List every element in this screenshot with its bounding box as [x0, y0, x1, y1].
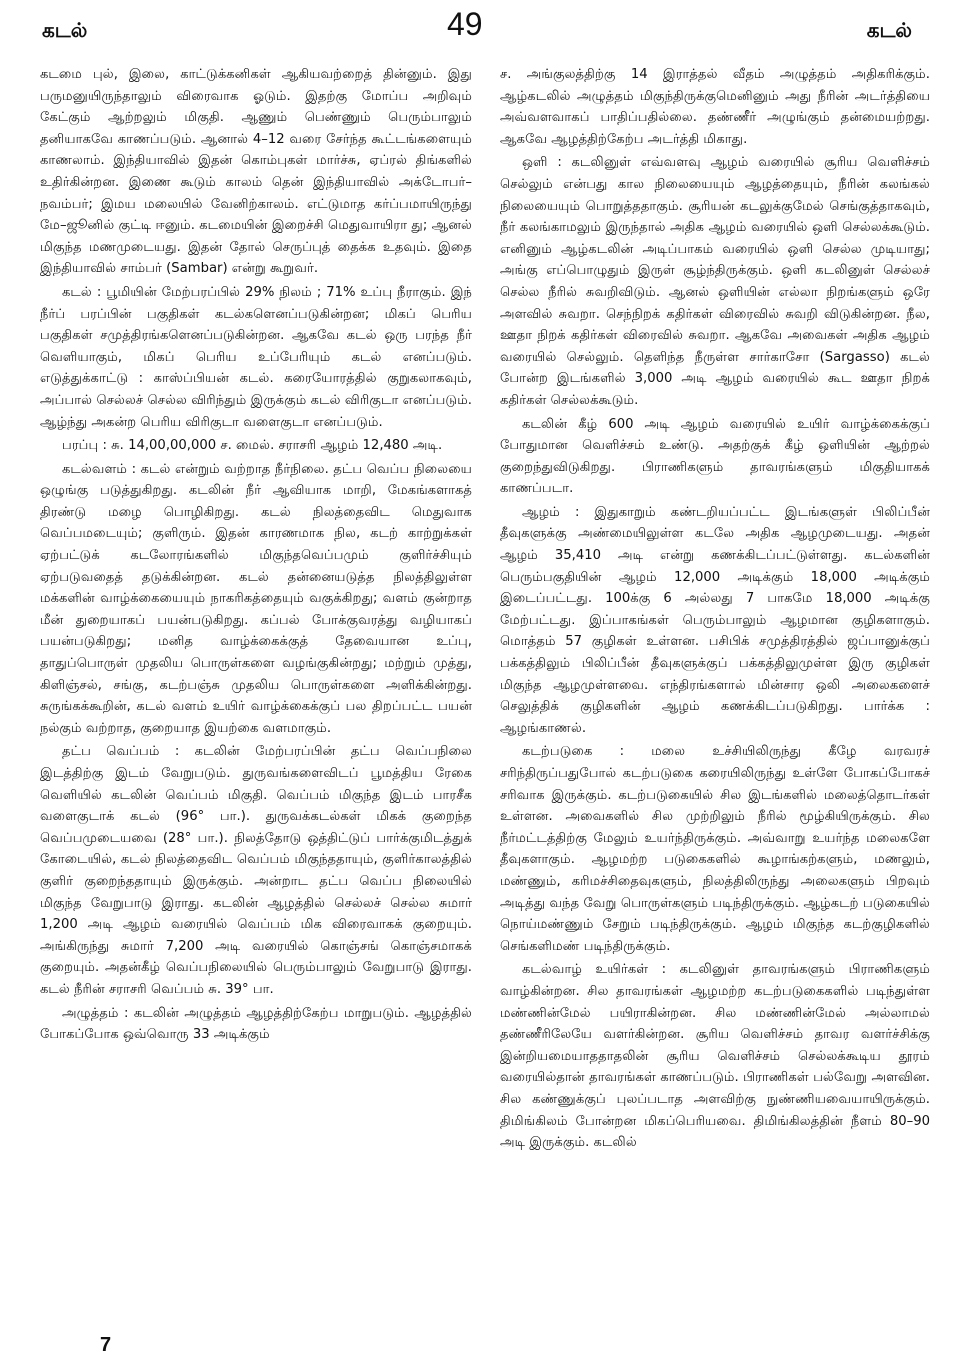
- running-header-right: கடல்: [866, 18, 912, 42]
- paragraph-temperature: தட்ப வெப்பம் : கடலின் மேற்பரப்பின் தட்ப வெப்பநிலை இடத்திற்கு இடம் வேறுபடும். துருவங்களைவிடப் பூமத்திய ரேகை வெளியில் கடலின் வெப்பம் மிகுதி. வெப்பம் மிகுந்த இடம் பாரசீக வளைகுடாக் கடல் (96° பா.). துருவக்கடல்கள் மிகக் குறைந்த வெப்பமுடையவை (28° பா.). நிலத்தோடு ஒத்திட்டுப் பார்க்குமிடத்துக் கோடையில், கடல் நிலத்தைவிட வெப்பம் மிகுந்ததாயும், குளிர்காலத்தில் குளிர் குறைந்ததாயும் இருக்கும். அன்றாட தட்ப வெப்ப நிலையில் மிகுந்த வேறுபாடு இராது. கடலின் ஆழத்தில் செல்லச் செல்ல சுமார் 1,200 அடி ஆழம் வரையில் வெப்பம் மிக விரைவாகக் குறையும். அங்கிருந்து சுமார் 7,200 அடி வரையில் கொஞ்சங் கொஞ்சமாகக் குறையும். அதன்கீழ் வெப்பநிலையில் பெரும்பாலும் வேறுபாடு இராது. கடல் நீரின் சராசரி வெப்பம் சு. 39° பா.: [40, 744, 472, 997]
- paragraph-pressure: அழுத்தம் : கடலின் அழுத்தம் ஆழத்திற்கேற்ப மாறுபடும். ஆழத்தில் போகப்போக ஒவ்வொரு 33 அடிக்கும்: [40, 1005, 472, 1043]
- paragraph-sea-resources: கடல்வளம் : கடல் என்றும் வற்றாத நீர்நிலை. தட்ப வெப்ப நிலையை ஒழுங்கு படுத்துகிறது. கடலின் நீர் ஆவியாக மாறி, மேகங்களாகத் திரண்டு மழை பொழிகிறது. கடல் நிலத்தைவிட மெதுவாக வெப்பமடையும்; குளிரும். இதன் காரணமாக நில, கடற் காற்றுக்கள் ஏற்பட்டுக் கடலோரங்களில் மிகுந்தவெப்பமும் குளிர்ச்சியும் ஏற்படுவதைத் தடுக்கின்றன. கடல் தன்னையடுத்த நிலத்திலுள்ள மக்களின் வாழ்க்கையையும் நாகரிகத்தையும் வகுக்கிறது; வளம் குன்றாத மீன் துறையாகப் பயன்படுகிறது. கப்பல் போக்குவரத்து வழியாகப் பயன்படுகிறது; மனித வாழ்க்கைக்குத் தேவையான உப்பு, தாதுப்பொருள் முதலிய பொருள்களை வழங்குகின்றது; மற்றும் முத்து, கிளிஞ்சல், சங்கு, கடற்பஞ்சு முதலிய பொருள்களை அளிக்கின்றது. சுருங்கக்கூறின், கடல் வளம் உயிர் வாழ்க்கைக்குப் பல திறப்பட்ட பயன் நல்கும் வற்றாத, குறையாத இயற்கை வளமாகும்.: [40, 461, 472, 736]
- paragraph-light: ஒளி : கடலினுள் எவ்வளவு ஆழம் வரையில் சூரிய வெளிச்சம் செல்லும் என்பது கால நிலையையும் ஆழத்தையும், நீரின் கலங்கல் நிலையையும் பொறுத்ததாகும். சூரியன் கடலுக்குமேல் செங்குத்தாகவும், நீர் கலங்காமலும் இருந்தால் அதிக ஆழம் வரையில் ஒளி செல்லக்கூடும். எனினும் ஆழ்கடலின் அடிப்பாகம் வரையில் ஒளி செல்ல முடியாது; அங்கு எப்பொழுதும் இருள் சூழ்ந்திருக்கும். ஒளி கடலினுள் செல்லச் செல்ல நீரில் சுவறிவிடும். ஆனல் ஒளியின் எல்லா நிறங்களும் ஒரே அளவில் சுவறா. செந்நிறக் கதிர்கள் விரைவில் சுவறி விடுகின்றன. நீல, ஊதா நிறக் கதிர்கள் விரைவில் சுவறா. ஆகவே அவைகள் அதிக ஆழம் வரையில் செல்லும். தெளிந்த நீருள்ள சார்காசோ (Sargasso) கடல் போன்ற இடங்களில் 3,000 அடி ஆழம் வரையில் கூட ஊதா நிறக் கதிர்கள் செல்லக்கூடும்.: [500, 155, 930, 408]
- left-column: [40, 64, 472, 1334]
- paragraph-pressure-continued: ச. அங்குலத்திற்கு 14 இராத்தல் வீதம் அழுத்தம் அதிகரிக்கும். ஆழ்கடலில் அழுத்தம் மிகுந்திருக்குமெனினும் அது நீரின் அடர்த்தியை அவ்வளவாகப் பாதிப்பதில்லை. தண்ணீர் அழுங்கும் தன்மையற்றது. ஆகவே ஆழத்திற்கேற்ப அடர்த்தி மிகாது.: [500, 67, 930, 147]
- right-column: [500, 64, 930, 1334]
- paragraph-light-depth: கடலின் கீழ் 600 அடி ஆழம் வரையில் உயிர் வாழ்க்கைக்குப் போதுமான வெளிச்சம் உண்டு. அதற்குக் கீழ் ஒளியின் ஆற்றல் குறைந்துவிடுகிறது. பிராணிகளும் தாவரங்களும் மிகுதியாகக் காணப்படா.: [500, 416, 930, 497]
- paragraph-marine-life: கடல்வாழ் உயிர்கள் : கடலினுள் தாவரங்களும் பிராணிகளும் வாழ்கின்றன. சில தாவரங்கள் ஆழமற்ற கடற்படுகைகளில் படிந்துள்ள மண்ணின்மேல் பயிராகின்றன. சில மண்ணின்மேல் அல்லாமல் தண்ணீரிலேயே வளர்கின்றன. சூரிய வெளிச்சம் தாவர வளர்ச்சிக்கு இன்றியமையாததாதலின் சூரிய வெளிச்சம் செல்லக்கூடிய தூரம் வரையில்தான் தாவரங்கள் காணப்படும். பிராணிகள் பல்வேறு அளவின. சில கண்ணுக்குப் புலப்படாத அளவிற்கு நுண்ணியவையாயிருக்கும். திமிங்கிலம் போன்றன மிகப்பெரியவை. திமிங்கிலத்தின் நீளம் 80–90 அடி இருக்கும். கடலில்: [500, 962, 930, 1151]
- running-header-left: கடல்: [42, 18, 88, 42]
- signature-mark: 7: [100, 1334, 112, 1356]
- paragraph-kadal-entry: கடல் : பூமியின் மேற்பரப்பில் 29% நிலம் ; 71% உப்பு நீராகும். இந் நீர்ப் பரப்பின் பகுதிகள் கடல்களெனப்படுகின்றன; மிகப் பெரிய பகுதிகள் சமுத்திரங்களெனப்படுகின்றன. ஆகவே கடல் ஒரு பரந்த நீர் வெளியாகும், மிகப் பெரிய உப்பேரியும் கடல் எனப்படும். எடுத்துக்காட்டு : காஸ்ப்பியன் கடல். கரையோரத்தில் குறுகலாகவும், அப்பால் செல்லச் செல்ல விரிந்தும் இருக்கும் கடல் விரிகுடா எனப்படும். ஆழ்ந்து அகன்ற பெரிய விரிகுடா வளைகுடா எனப்படும்.: [40, 284, 472, 430]
- paragraph-area: பரப்பு : சு. 14,00,00,000 ச. மைல். சராசரி ஆழம் 12,480 அடி.: [62, 438, 443, 454]
- page-number: 49: [447, 6, 483, 42]
- paragraph-kadamai-continued: கடமை புல், இலை, காட்டுக்கனிகள் ஆகியவற்றைத் தின்னும். இது பருமனுயிருந்தாலும் விரைவாக ஓடும். இதற்கு மோப்ப அறிவும் கேட்கும் ஆற்றலும் மிகுதி. ஆணும் பெண்ணும் பெரும்பாலும் தனியாகவே காணப்படும். ஆனால் 4–12 வரை சேர்ந்த கூட்டங்களையும் காணலாம். இந்தியாவில் இதன் கொம்புகள் மார்ச்சு, ஏப்ரல் திங்களில் உதிர்கின்றன. இணை கூடும் காலம் தென் இந்தியாவில் அக்டோபர்–நவம்பர்; இமய மலையில் வேனிற்காலம். எட்டுமாத கர்ப்பமாயிருந்து மே–ஜூனில் குட்டி ஈனும். கடமையின் இறைச்சி மெதுவாயிரா து; ஆனல் மிகுந்த மணமுடையது. இதன் தோல் செருப்புத் தைக்க உதவும். இதை இந்தியாவில் சாம்பர் (Sambar) என்று கூறுவர்.: [40, 67, 472, 277]
- paragraph-depth: ஆழம் : இதுகாறும் கண்டறியப்பட்ட இடங்களுள் பிலிப்பீன் தீவுகளுக்கு அண்மையிலுள்ள கடலே அதிக ஆழமுடையது. அதன் ஆழம் 35,410 அடி என்று கணக்கிடப்பட்டுள்ளது. கடல்களின் பெரும்பகுதியின் ஆழம் 12,000 அடிக்கும் 18,000 அடிக்கும் இடைப்பட்டது. 100க்கு 6 அல்லது 7 பாகமே 18,000 அடிக்கு மேற்பட்டது. இப்பாகங்கள் பெரும்பாலும் ஆழமான குழிகளாகும். மொத்தம் 57 குழிகள் உள்ளன. பசிபிக் சமுத்திரத்தில் ஜப்பானுக்குப் பக்கத்திலும் பிலிப்பீன் தீவுகளுக்குப் பக்கத்திலுமுள்ள இரு குழிகள் மிகுந்த ஆழமுள்ளவை. எந்திரங்களால் மின்சார ஒலி அலைகளைச் செலுத்திக் குழிகளின் ஆழம் கணக்கிடப்படுகிறது. பார்க்க : ஆழங்காணல்.: [500, 504, 930, 736]
- paragraph-seabed: கடற்படுகை : மலை உச்சியிலிருந்து கீழே வரவரச் சரிந்திருப்பதுபோல் கடற்படுகை கரையிலிருந்து உள்ளே போகப்போகச் சரிவாக இருக்கும். கடற்படுகையில் சில இடங்களில் மலைத்தொடர்கள் உள்ளன. அவைகளில் சில முற்றிலும் நீரில் மூழ்கியிருக்கும். சில நீர்மட்டத்திற்கு மேலும் உயர்ந்திருக்கும். அவ்வாறு உயர்ந்த மலைகளே தீவுகளாகும். ஆழமற்ற படுகைகளில் கூழாங்கற்களும், மணலும், மண்ணும், கரிமச்சிதைவுகளும், நிலத்திலிருந்து அலைகளும் பிறவும் அடித்து வந்த வேறு பொருள்களும் படிந்திருக்கும். ஆழ்கடற் படுகையில் நொய்மண்ணும் சேறும் படிந்திருக்கும். ஆழம் மிகுந்த கடற்குழிகளில் செங்களிமண் படிந்திருக்கும்.: [500, 744, 930, 954]
